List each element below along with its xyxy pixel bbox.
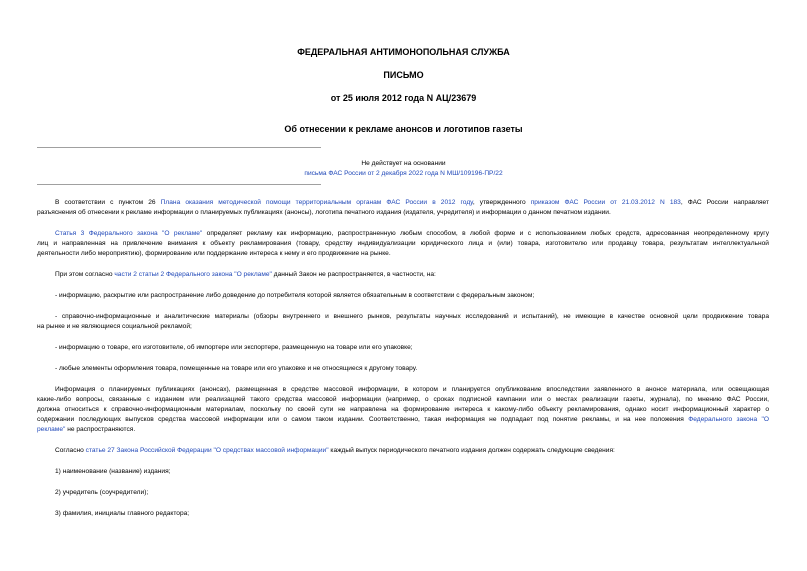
link-federal-law-advertising[interactable]: Федерального закона "О (688, 416, 769, 423)
text-fragment: содержании последующих выпусков средства массовой информации или о самом таком издании. Соответственно, такая информация не подпадает под понятие рекламы, и на нее положения (37, 416, 689, 423)
link-plan-methodical-help[interactable]: Плана оказания методической помощи территориальным органам ФАС России в 2012 году (160, 199, 473, 206)
paragraph-8-line-3: должна относиться к справочно-информационным материалам, поскольку по своей сути не направлена на формирование интереса к какому-либо объекту рекламирования, однако носит информационный характер о (37, 406, 769, 413)
text-fragment: данный Закон не распространяется, в частности, на: (271, 271, 436, 278)
document-date-number: от 25 июля 2012 года N АЦ/23679 (330, 93, 477, 103)
status-notice-text: Не действует на основании (361, 160, 446, 167)
paragraph-8-line-5 (37, 425, 769, 435)
list-item-2: 2) учредитель (соучредители); (55, 489, 149, 496)
paragraph-5-line-1: - справочно-информационные и аналитические материалы (обзоры внутреннего и внешнего рынков, результаты научных исследований и испытаний), не имеющие в качестве основной цели продвижение товара (55, 313, 769, 320)
paragraph-10 (37, 467, 769, 477)
list-item-1: 1) наименование (название) издания; (55, 468, 171, 475)
text-fragment: , ФАС России направляет (680, 199, 769, 206)
paragraph-4 (37, 291, 769, 301)
divider-top (37, 147, 321, 148)
document-type: ПИСЬМО (383, 70, 424, 80)
paragraph-1 (37, 198, 769, 218)
paragraph-8 (37, 385, 769, 435)
link-article-27-mass-media-law[interactable]: статье 27 Закона Российской Федерации "О средствах массовой информации" (85, 447, 329, 454)
text-fragment: Согласно (55, 447, 86, 454)
paragraph-2-line-1 (37, 229, 769, 239)
link-order-fas-183[interactable]: приказом ФАС России от 21.03.2012 N 183 (530, 199, 681, 206)
paragraph-2-line-2: лиц и направленная на привлечение внимания к объекту рекламирования (товару, средству индивидуализации юридического лица и (или) товара, изготовителю или продавцу товара, результатам интеллектуальной (37, 240, 769, 247)
paragraph-5-line-2: на рынке и не являющиеся социальной рекламой; (37, 323, 192, 330)
list-item-3: 3) фамилия, инициалы главного редактора; (55, 510, 190, 517)
paragraph-1-line-1 (37, 198, 769, 208)
link-federal-law-advertising-cont[interactable]: рекламе" (37, 426, 66, 433)
paragraph-6 (37, 343, 769, 353)
paragraph-5 (37, 312, 769, 332)
paragraph-9 (37, 446, 769, 456)
paragraph-2-line-3: деятельности либо мероприятию), формирование или поддержание интереса к нему и его продвижение на рынке. (37, 250, 391, 257)
paragraph-6-line-1: - информацию о товаре, его изготовителе, об импортере или экспортере, размещенную на товаре или его упаковке; (55, 344, 413, 351)
link-article-3-advertising-law[interactable]: Статья 3 Федерального закона "О рекламе" (55, 230, 203, 237)
status-notice-link-line (0, 169, 807, 179)
paragraph-8-line-2: какие-либо вопросы, связанные с изданием или реализацией такого средства массовой информации (например, о сроках подписной кампании или о местах реализации газеты, журнала), по мнению ФАС России, (37, 396, 769, 403)
paragraph-2 (37, 229, 769, 259)
paragraph-12 (37, 509, 769, 519)
text-fragment: каждый выпуск периодического печатного издания должен содержать следующие сведения: (328, 447, 615, 454)
paragraph-8-line-1: Информация о планируемых публикациях (анонсах), размещенная в средстве массовой информации, в котором и планируется опубликование впоследствии заявленного в анонсе материала, или освещающая (55, 386, 769, 393)
paragraph-8-line-4 (37, 415, 769, 425)
text-fragment: , утвержденного (472, 199, 531, 206)
paragraph-4-line-1: - информацию, раскрытие или распространение либо доведение до потребителя которой является обязательным в соответствии с федеральным законом; (55, 292, 535, 299)
divider-bottom (37, 184, 321, 185)
paragraph-11 (37, 488, 769, 498)
text-fragment: При этом согласно (55, 271, 115, 278)
document-subject: Об отнесении к рекламе анонсов и логотипов газеты (284, 124, 523, 134)
text-fragment: определяет рекламу как информацию, распространенную любым способом, в любой форме и с использованием любых средств, адресованная неопределенному кругу (202, 230, 769, 237)
text-fragment: В соответствии с пунктом 26 (55, 199, 161, 206)
paragraph-1-line-2: разъяснения об отнесении к рекламе информации о планируемых публикациях (анонсы), логотипа печатного издания (издателя, учредителя) и информации о данном печатном издании. (37, 209, 611, 216)
agency-title: ФЕДЕРАЛЬНАЯ АНТИМОНОПОЛЬНАЯ СЛУЖБА (297, 47, 510, 57)
status-notice (0, 159, 807, 169)
link-article-2-part-2[interactable]: части 2 статьи 2 Федерального закона "О рекламе" (114, 271, 272, 278)
paragraph-9-line-1 (37, 446, 769, 456)
text-fragment: не распространяются. (65, 426, 136, 433)
paragraph-7-line-1: - любые элементы оформления товара, помещенные на товаре или его упаковке и не относящиеся к другому товару. (55, 365, 418, 372)
paragraph-3 (37, 270, 769, 280)
status-notice-link[interactable]: письма ФАС России от 2 декабря 2022 года N МШ/109196-ПР/22 (304, 170, 503, 177)
paragraph-3-line-1 (37, 270, 769, 280)
paragraph-7 (37, 364, 769, 374)
